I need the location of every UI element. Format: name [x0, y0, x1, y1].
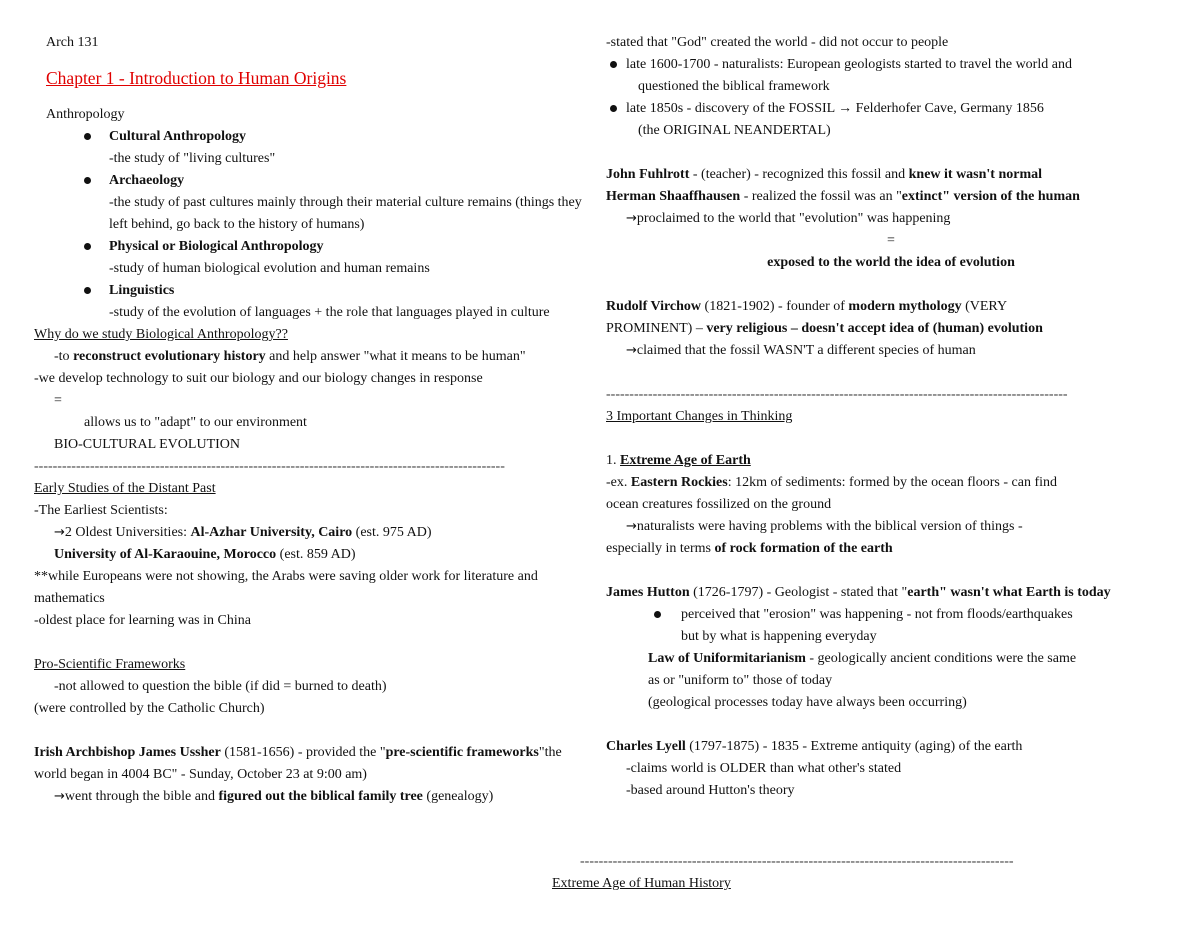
- subfield-desc: -study of human biological evolution and human remains: [109, 261, 430, 276]
- changes-heading: 3 Important Changes in Thinking: [606, 409, 793, 424]
- early-line-3: University of Al-Karaouine, Morocco (est. 859 AD): [54, 547, 356, 562]
- chapter-title: Chapter 1 - Introduction to Human Origins: [46, 68, 347, 88]
- virchow-line-1: Rudolf Virchow (1821-1902) - founder of modern mythology (VERY: [606, 299, 1008, 314]
- arrow-icon: →: [54, 525, 65, 540]
- course-label: Arch 131: [46, 35, 99, 50]
- subfield-item: [34, 280, 594, 324]
- uniformitarianism-line-2: as or "uniform to" those of today: [648, 673, 833, 688]
- eastern-rockies-line: -ex. Eastern Rockies: 12km of sediments: formed by the ocean floors - can find: [606, 475, 1058, 490]
- uniformitarianism-line-3: (geological processes today have always been occurring): [648, 695, 967, 710]
- bio-cultural-evolution: BIO-CULTURAL EVOLUTION: [54, 437, 240, 452]
- bullet-icon: [84, 133, 91, 140]
- subfield-item: [34, 170, 594, 236]
- bullet-icon: [654, 611, 661, 618]
- early-line-1: -The Earliest Scientists:: [34, 503, 168, 518]
- why-line-2: -we develop technology to suit our biology and our biology changes in response: [34, 371, 483, 386]
- pro-line-2: (were controlled by the Catholic Church): [34, 701, 265, 716]
- claimed-line: →claimed that the fossil WASN'T a different species of human: [626, 343, 976, 358]
- bullet-icon: [610, 61, 617, 68]
- right-column: [606, 32, 1176, 802]
- subfield-name: Physical or Biological Anthropology: [109, 239, 324, 254]
- equals-sign: =: [54, 393, 62, 408]
- naturalists-line: →naturalists were having problems with the biblical version of things -: [626, 519, 1023, 534]
- subfield-desc: -the study of past cultures mainly through their material culture remains (things they left behind, go back to the history of humans): [109, 195, 582, 232]
- pro-scientific-heading: Pro-Scientific Frameworks: [34, 657, 186, 672]
- early-line-5: -oldest place for learning was in China: [34, 613, 251, 628]
- why-heading: Why do we study Biological Anthropology??: [34, 327, 288, 342]
- list-item: late 1850s - discovery of the FOSSIL → Felderhofer Cave, Germany 1856 (the ORIGINAL NEANDERTAL): [606, 98, 1176, 142]
- extreme-age-heading: 1. Extreme Age of Earth: [606, 453, 751, 468]
- anthropology-heading: Anthropology: [46, 107, 125, 122]
- why-line-1: -to reconstruct evolutionary history and help answer "what it means to be human": [54, 349, 526, 364]
- subfield-name: Linguistics: [109, 283, 175, 298]
- early-line-2: →2 Oldest Universities: Al-Azhar University, Cairo (est. 975 AD): [54, 525, 432, 540]
- subfield-item: [34, 126, 594, 170]
- bullet-icon: [84, 177, 91, 184]
- bottom-divider: ---------------------------------------------------------------------------------------------: [580, 854, 1014, 869]
- subfield-name: Cultural Anthropology: [109, 129, 247, 144]
- arrow-icon: →: [626, 211, 637, 226]
- extreme-age-human-history-heading: Extreme Age of Human History: [552, 876, 731, 891]
- proclaimed-line: →proclaimed to the world that "evolution" was happening: [626, 211, 951, 226]
- bullet-icon: [84, 243, 91, 250]
- god-created-line: -stated that "God" created the world - did not occur to people: [606, 35, 949, 50]
- left-column: [34, 32, 594, 808]
- hutton-paragraph: James Hutton (1726-1797) - Geologist - stated that "earth" wasn't what Earth is today: [606, 585, 1111, 600]
- equals-sign: =: [887, 233, 895, 248]
- lyell-line-1: Charles Lyell (1797-1875) - 1835 - Extreme antiquity (aging) of the earth: [606, 739, 1023, 754]
- arrow-icon: →: [626, 343, 637, 358]
- ussher-paragraph: Irish Archbishop James Ussher (1581-1656) - provided the "pre-scientific frameworks"the world began in 4004 BC" - Sunday, October 23 at 9:00 am): [34, 745, 562, 782]
- shaaffhausen-paragraph: Herman Shaaffhausen - realized the fossil was an "extinct" version of the human: [606, 189, 1080, 204]
- virchow-line-2: PROMINENT) – very religious – doesn't accept idea of (human) evolution: [606, 321, 1043, 336]
- erosion-bullet: [606, 604, 1176, 648]
- subfield-desc: -study of the evolution of languages + the role that languages played in culture: [109, 305, 550, 320]
- exposed-line: exposed to the world the idea of evolution: [767, 255, 1015, 270]
- subfield-name: Archaeology: [109, 173, 185, 188]
- ussher-line-3: →went through the bible and figured out the biblical family tree (genealogy): [54, 789, 494, 804]
- why-line-3: allows us to "adapt" to our environment: [84, 415, 307, 430]
- list-item: perceived that "erosion" was happening - not from floods/earthquakes but by what is happening everyday: [606, 604, 1176, 648]
- pro-line-1: -not allowed to question the bible (if did = burned to death): [54, 679, 387, 694]
- uniformitarianism-line-1: Law of Uniformitarianism - geologically ancient conditions were the same: [648, 651, 1077, 666]
- section-divider: -----------------------------------------------------------------------------------------------------: [34, 459, 505, 474]
- lyell-line-2: -claims world is OLDER than what other's stated: [626, 761, 902, 776]
- history-bullets: [606, 54, 1176, 142]
- subfield-desc: -the study of "living cultures": [109, 151, 276, 166]
- ocean-line: ocean creatures fossilized on the ground: [606, 497, 832, 512]
- early-studies-heading: Early Studies of the Distant Past: [34, 481, 216, 496]
- subfield-item: [34, 236, 594, 280]
- early-line-4: **while Europeans were not showing, the Arabs were saving older work for literature and mathematics: [34, 569, 538, 606]
- bullet-icon: [84, 287, 91, 294]
- section-divider: ---------------------------------------------------------------------------------------------------: [606, 387, 1068, 402]
- list-item: late 1600-1700 - naturalists: European geologists started to travel the world and questioned the biblical framework: [606, 54, 1176, 98]
- bullet-icon: [610, 105, 617, 112]
- lyell-line-3: -based around Hutton's theory: [626, 783, 795, 798]
- arrow-icon: →: [626, 519, 637, 534]
- subfield-list: [34, 126, 594, 324]
- rock-formation-line: especially in terms of rock formation of the earth: [606, 541, 893, 556]
- fuhlrott-line: John Fuhlrott - (teacher) - recognized this fossil and knew it wasn't normal: [606, 167, 1043, 182]
- arrow-icon: →: [54, 789, 65, 804]
